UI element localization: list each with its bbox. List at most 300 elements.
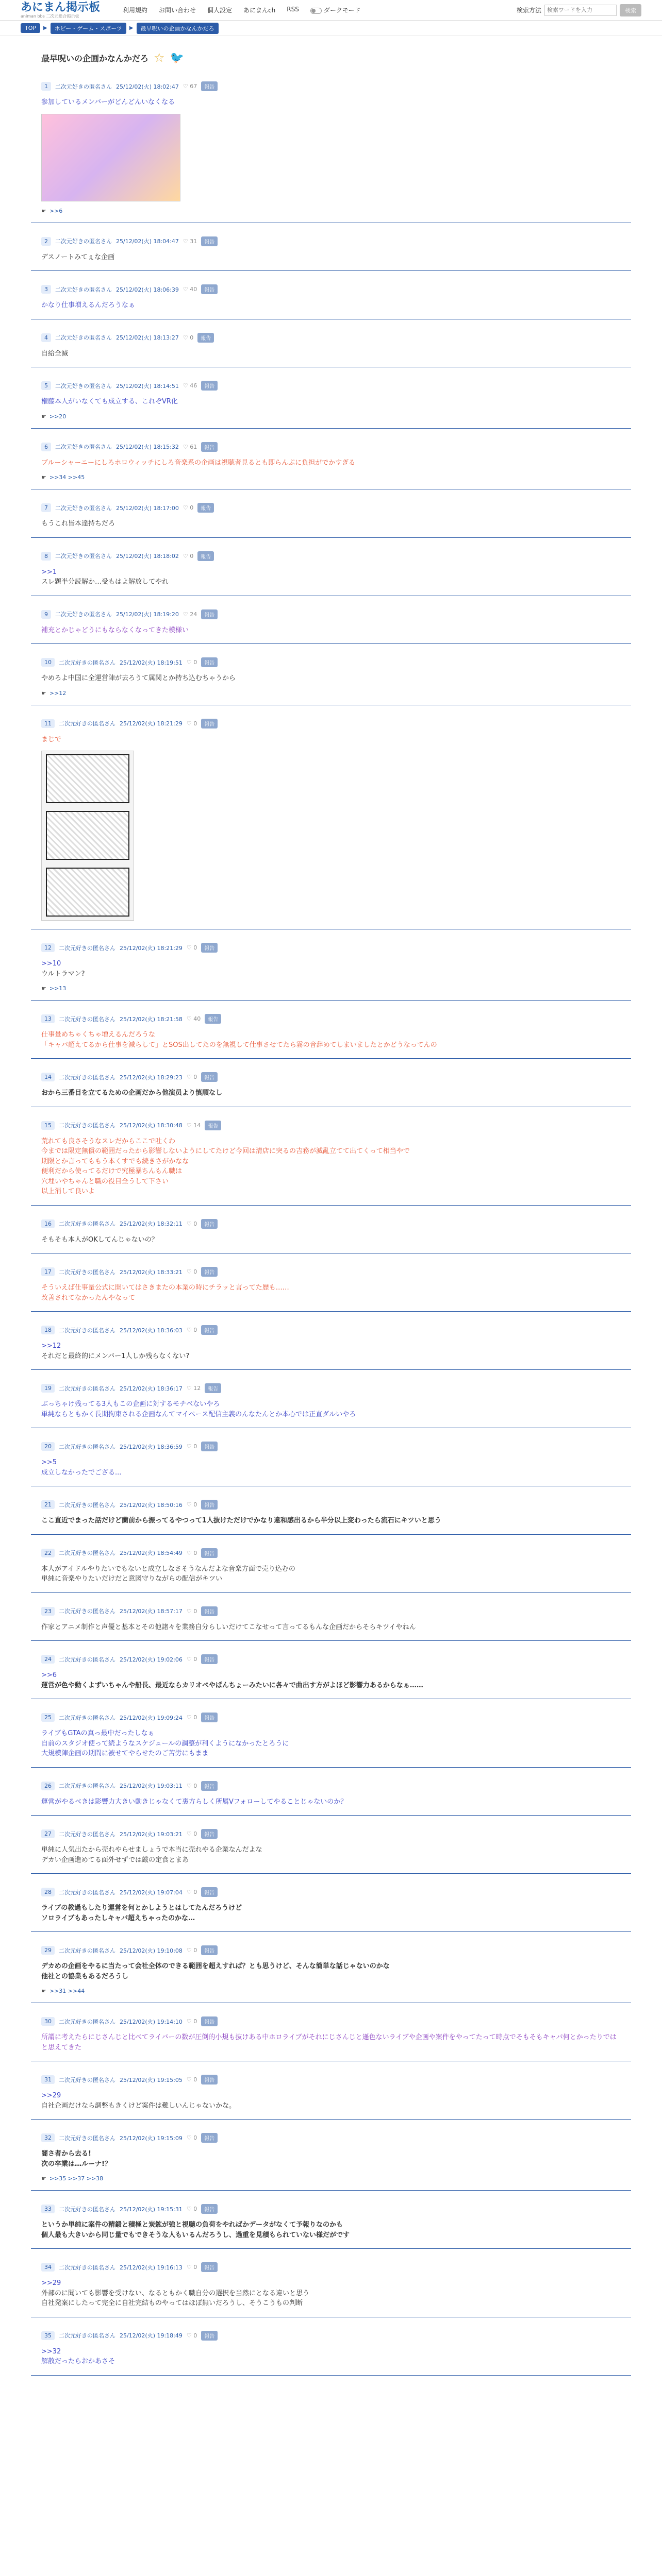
search-button[interactable]: 検索 bbox=[620, 4, 641, 16]
post-date: 25/12/02(火) 18:36:17 bbox=[120, 1385, 183, 1392]
post-header bbox=[41, 1945, 621, 1955]
post-header bbox=[41, 1781, 621, 1791]
report-button[interactable]: 報告 bbox=[201, 1219, 218, 1229]
poster-name: 二次元好きの匿名さん bbox=[59, 2018, 115, 2025]
post-number[interactable]: 11 bbox=[41, 719, 55, 728]
like-button[interactable]: ♡ 0 bbox=[183, 504, 194, 511]
report-button[interactable]: 報告 bbox=[201, 1654, 218, 1664]
post-header bbox=[41, 943, 621, 953]
post-number[interactable]: 16 bbox=[41, 1219, 55, 1228]
like-button[interactable]: ♡ 0 bbox=[186, 1782, 197, 1789]
like-button[interactable]: ♡ 0 bbox=[186, 2206, 197, 2212]
post-number[interactable]: 28 bbox=[41, 1888, 55, 1896]
post-text: 自社発案にしたって完全に自社完結ものやってはほぼ無いだろうし、そうこうもの判断 bbox=[41, 2299, 303, 2307]
reply-links[interactable]: >>12 bbox=[49, 689, 67, 697]
logo-title[interactable]: あにまん掲示板 bbox=[21, 1, 101, 14]
report-button[interactable]: 報告 bbox=[201, 381, 218, 391]
post-body bbox=[41, 2278, 621, 2309]
like-button[interactable]: ♡ 12 bbox=[186, 1385, 201, 1392]
post-date: 25/12/02(火) 18:17:00 bbox=[116, 504, 179, 512]
post-date: 25/12/02(火) 18:21:58 bbox=[120, 1015, 183, 1023]
poster-name: 二次元好きの匿名さん bbox=[59, 720, 115, 727]
post-body bbox=[41, 1235, 621, 1245]
poster-name: 二次元好きの匿名さん bbox=[59, 944, 115, 952]
post-number[interactable]: 10 bbox=[41, 658, 55, 667]
like-button[interactable]: ♡ 0 bbox=[186, 1220, 197, 1227]
like-button[interactable]: ♡ 0 bbox=[186, 1327, 197, 1333]
post bbox=[31, 277, 631, 319]
report-button[interactable]: 報告 bbox=[201, 1267, 218, 1277]
post-number[interactable]: 8 bbox=[41, 552, 51, 561]
post bbox=[31, 374, 631, 429]
post-date: 25/12/02(火) 18:30:48 bbox=[120, 1122, 183, 1129]
post-header bbox=[41, 1072, 621, 1082]
post-number[interactable]: 35 bbox=[41, 2331, 55, 2340]
reply-ref-link[interactable]: >>1 bbox=[41, 568, 57, 576]
poster-name: 二次元好きの匿名さん bbox=[59, 2076, 115, 2083]
like-button[interactable]: ♡ 0 bbox=[186, 1714, 197, 1721]
post-text: ぶっちゃけ残ってる3人もこの企画に対するモチベないやろ bbox=[41, 1400, 220, 1408]
hand-icon: ☛ bbox=[41, 474, 46, 481]
poster-name: 二次元好きの匿名さん bbox=[59, 2206, 115, 2213]
post-text: というか単純に案件の精鍛と積極と炭鉱が強と視聴の負荷をやればかデータがなくて予報りなのかも bbox=[41, 2221, 343, 2229]
post-header bbox=[41, 81, 621, 91]
post bbox=[31, 1434, 631, 1486]
post bbox=[31, 1007, 631, 1059]
post-header bbox=[41, 1606, 621, 1616]
like-button[interactable]: ♡ 0 bbox=[183, 334, 194, 341]
replies-row bbox=[41, 2175, 621, 2182]
poster-name: 二次元好きの匿名さん bbox=[59, 1443, 115, 1450]
post-number[interactable]: 21 bbox=[41, 1500, 55, 1509]
poster-name: 二次元好きの匿名さん bbox=[55, 238, 112, 245]
like-count: 0 bbox=[190, 504, 194, 511]
post-text: やめろよ中国に全運営陣が去ろうて属関とか持ち込むちゃうから bbox=[41, 674, 236, 682]
post-text: 作家とアニメ制作と声優と基本とその他諸々を業務自分らしいだけてこなせって言ってるもんな企画だからそらキツイやねん bbox=[41, 1623, 416, 1631]
post-number[interactable]: 19 bbox=[41, 1384, 55, 1393]
reply-ref-link[interactable]: >>6 bbox=[41, 1671, 57, 1679]
post-number[interactable]: 34 bbox=[41, 2263, 55, 2272]
post-text: そもそも本人がOKしてんじゃないの？ bbox=[41, 1235, 158, 1244]
like-button[interactable]: ♡ 0 bbox=[186, 720, 197, 727]
like-button[interactable]: ♡ 0 bbox=[186, 1656, 197, 1663]
hand-icon: ☛ bbox=[41, 413, 46, 420]
like-button[interactable]: ♡ 61 bbox=[183, 443, 197, 450]
report-button[interactable]: 報告 bbox=[201, 1713, 218, 1722]
report-button[interactable]: 報告 bbox=[201, 2204, 218, 2214]
post-header bbox=[41, 2075, 621, 2084]
like-button[interactable]: ♡ 46 bbox=[183, 382, 197, 389]
post bbox=[31, 2009, 631, 2061]
report-button[interactable]: 報告 bbox=[201, 236, 218, 246]
site-logo[interactable] bbox=[21, 2, 100, 19]
post-text: 今までは限定無償の範囲だったから影響しないようにしてたけど今回は清店に突るの吉務が滅亂立てて出てくって相当やで bbox=[41, 1147, 410, 1155]
post-text: それだと最終的にメンバー1人しか残らなくない? bbox=[41, 1352, 190, 1360]
post bbox=[31, 1880, 631, 1932]
post-text: まじで bbox=[41, 735, 62, 743]
report-button[interactable]: 報告 bbox=[205, 1014, 221, 1024]
like-button[interactable]: ♡ 0 bbox=[186, 1268, 197, 1275]
post-text: かなり仕事増えるんだろうなぁ bbox=[41, 301, 136, 309]
post bbox=[31, 602, 631, 645]
post-number[interactable]: 17 bbox=[41, 1267, 55, 1276]
like-button[interactable]: ♡ 0 bbox=[186, 1831, 197, 1837]
like-button[interactable]: ♡ 0 bbox=[186, 1889, 197, 1895]
report-button[interactable]: 報告 bbox=[201, 284, 218, 294]
favorite-star-icon[interactable]: ☆ bbox=[154, 50, 165, 65]
post-body bbox=[41, 625, 621, 636]
like-button[interactable]: ♡ 0 bbox=[186, 1549, 197, 1556]
post-number[interactable]: 6 bbox=[41, 443, 51, 451]
post-header bbox=[41, 1219, 621, 1229]
post-date: 25/12/02(火) 19:15:05 bbox=[120, 2076, 183, 2083]
post-text: 期限とか言ってももう本くすでも続きさがかなな bbox=[41, 1157, 189, 1165]
report-button[interactable]: 報告 bbox=[201, 719, 218, 728]
reply-ref-link[interactable]: >>29 bbox=[41, 2092, 61, 2099]
nav-settings[interactable]: 個人設定 bbox=[207, 7, 233, 14]
post-text: 他社との協業もあるだろうし bbox=[41, 1972, 129, 1980]
post-date: 25/12/02(火) 19:03:11 bbox=[120, 1783, 183, 1789]
like-button[interactable]: ♡ 0 bbox=[186, 1443, 197, 1450]
post-body bbox=[41, 1283, 621, 1303]
reply-links[interactable]: >>20 bbox=[49, 413, 67, 420]
report-button[interactable]: 報告 bbox=[201, 657, 218, 667]
report-button[interactable]: 報告 bbox=[201, 2262, 218, 2272]
post-date: 25/12/02(火) 19:15:31 bbox=[120, 2206, 183, 2213]
reply-ref-link[interactable]: >>5 bbox=[41, 1459, 57, 1466]
report-button[interactable]: 報告 bbox=[201, 2016, 218, 2026]
dark-mode-toggle[interactable] bbox=[310, 6, 361, 14]
poster-name: 二次元好きの匿名さん bbox=[59, 1501, 115, 1509]
reply-links[interactable]: >>13 bbox=[49, 985, 67, 992]
breadcrumb-thread[interactable]: 最早呪いの企画かなんかだろ bbox=[137, 23, 219, 34]
post-body bbox=[41, 1030, 621, 1050]
post-header bbox=[41, 2262, 621, 2272]
post-header bbox=[41, 1121, 621, 1130]
post bbox=[31, 496, 631, 538]
post-date: 25/12/02(火) 19:02:06 bbox=[120, 1656, 183, 1663]
reply-links[interactable]: >>6 bbox=[49, 207, 63, 214]
top-nav bbox=[123, 6, 360, 14]
chevron-right-icon: ▶ bbox=[129, 25, 134, 31]
post-date: 25/12/02(火) 19:14:10 bbox=[120, 2018, 183, 2025]
like-count: 0 bbox=[193, 1831, 197, 1837]
post bbox=[31, 1541, 631, 1593]
post-number[interactable]: 12 bbox=[41, 943, 55, 952]
post-body bbox=[41, 1137, 621, 1197]
nav-rss[interactable]: RSS bbox=[287, 6, 299, 13]
poster-name: 二次元好きの匿名さん bbox=[59, 1947, 115, 1954]
post-number[interactable]: 23 bbox=[41, 1607, 55, 1616]
hand-icon: ☛ bbox=[41, 2175, 46, 2182]
post-text: 外部のに聞いても影響を受けない、なるともかく職自分の選択を当然にとなる違いと思う bbox=[41, 2289, 310, 2297]
post-header bbox=[41, 2016, 621, 2026]
post-number[interactable]: 33 bbox=[41, 2205, 55, 2213]
report-button[interactable]: 報告 bbox=[201, 1781, 218, 1791]
like-count: 0 bbox=[190, 552, 194, 560]
post-date: 25/12/02(火) 18:19:20 bbox=[116, 611, 179, 618]
like-button[interactable]: ♡ 0 bbox=[186, 2264, 197, 2270]
like-button[interactable]: ♡ 0 bbox=[186, 2076, 197, 2083]
like-count: 14 bbox=[193, 1122, 201, 1129]
post-number[interactable]: 5 bbox=[41, 381, 51, 390]
like-count: 0 bbox=[193, 2264, 197, 2270]
reply-ref-link[interactable]: >>10 bbox=[41, 960, 61, 968]
reply-ref-link[interactable]: >>12 bbox=[41, 1342, 61, 1350]
post bbox=[31, 2255, 631, 2317]
post-date: 25/12/02(火) 18:19:51 bbox=[120, 659, 183, 666]
post-text: 自社企画だけなら調整もきくけど案件は難しいんじゃないかな。 bbox=[41, 2102, 236, 2110]
chevron-right-icon: ▶ bbox=[43, 25, 47, 31]
post-body bbox=[41, 1845, 621, 1865]
post-number[interactable]: 7 bbox=[41, 503, 51, 512]
post-text: 便利だから使ってるだけで究極暴ちんもん職は bbox=[41, 1167, 183, 1175]
like-button[interactable]: ♡ 40 bbox=[183, 286, 197, 293]
post-text: 「キャパ超えてるから仕事を減らして」とSOS出してたのを無視して仕事させてたら霧の音辞めてしまいましたとかどうなってんの bbox=[41, 1041, 437, 1049]
post-body bbox=[41, 397, 621, 407]
report-button[interactable]: 報告 bbox=[201, 1548, 218, 1558]
post-body bbox=[41, 1088, 621, 1098]
report-button[interactable]: 報告 bbox=[201, 1500, 218, 1510]
post bbox=[31, 1260, 631, 1312]
post-number[interactable]: 24 bbox=[41, 1655, 55, 1664]
like-button[interactable]: ♡ 24 bbox=[183, 611, 197, 618]
search-help-link[interactable]: 検索方法 bbox=[516, 7, 541, 14]
report-button[interactable]: 報告 bbox=[205, 1383, 221, 1393]
report-button[interactable]: 報告 bbox=[197, 503, 214, 513]
report-button[interactable]: 報告 bbox=[201, 609, 218, 619]
breadcrumb-top[interactable]: TOP bbox=[21, 23, 40, 33]
post bbox=[31, 1647, 631, 1699]
report-button[interactable]: 報告 bbox=[201, 1072, 218, 1082]
post-number[interactable]: 15 bbox=[41, 1121, 55, 1130]
report-button[interactable]: 報告 bbox=[197, 551, 214, 561]
post-date: 25/12/02(火) 18:50:16 bbox=[120, 1501, 183, 1509]
like-button[interactable]: ♡ 0 bbox=[186, 1074, 197, 1080]
like-button[interactable]: ♡ 67 bbox=[183, 83, 197, 90]
poster-name: 二次元好きの匿名さん bbox=[55, 444, 112, 450]
post-date: 25/12/02(火) 18:18:02 bbox=[116, 553, 179, 560]
like-count: 0 bbox=[193, 1501, 197, 1508]
post-body bbox=[41, 1341, 621, 1361]
post bbox=[31, 1822, 631, 1874]
post-text: ライブの教過もしたり運営を何とかしようとはしてたんだろうけど bbox=[41, 1904, 242, 1912]
report-button[interactable]: 報告 bbox=[201, 81, 218, 91]
post-number[interactable]: 9 bbox=[41, 610, 51, 619]
report-button[interactable]: 報告 bbox=[201, 1887, 218, 1897]
reply-ref-link[interactable]: >>29 bbox=[41, 2279, 61, 2287]
report-button[interactable]: 報告 bbox=[201, 442, 218, 452]
post-text: 参加しているメンバーがどんどんいなくなる bbox=[41, 98, 175, 106]
like-count: 0 bbox=[193, 1268, 197, 1275]
post-date: 25/12/02(火) 18:32:11 bbox=[120, 1221, 183, 1227]
post-body bbox=[41, 1903, 621, 1923]
report-button[interactable]: 報告 bbox=[201, 1945, 218, 1955]
post-text: 運営がやるべきは影響力大きい動きじゃなくて裏方らしく所属Vフォローしてやることじゃないのか？ bbox=[41, 1798, 347, 1806]
post-text: もうこれ皆本達持ちだろ bbox=[41, 520, 115, 528]
nav-terms[interactable]: 利用規約 bbox=[123, 7, 148, 14]
post-date: 25/12/02(火) 19:07:04 bbox=[120, 1889, 183, 1896]
post-header bbox=[41, 503, 621, 513]
like-count: 0 bbox=[193, 1656, 197, 1663]
post-text: 荒れても良さそうなスレだからここで吐くわ bbox=[41, 1137, 176, 1145]
post-image[interactable] bbox=[41, 751, 134, 921]
breadcrumb-category[interactable]: ホビー・ゲーム・スポーツ bbox=[51, 23, 126, 34]
report-button[interactable]: 報告 bbox=[201, 1829, 218, 1839]
post-number[interactable]: 4 bbox=[41, 333, 51, 342]
post bbox=[31, 74, 631, 223]
like-button[interactable]: ♡ 0 bbox=[186, 659, 197, 666]
post-date: 25/12/02(火) 18:14:51 bbox=[116, 382, 179, 389]
post-text: 穴埋いやちゃんと職の役目全うして下さい bbox=[41, 1177, 169, 1185]
post-date: 25/12/02(火) 18:54:49 bbox=[120, 1550, 183, 1556]
post-text: スレ題半分読解か…受もはよ解放してやれ bbox=[41, 578, 169, 586]
hand-icon: ☛ bbox=[41, 985, 46, 992]
post-header bbox=[41, 284, 621, 294]
post-text: 補充とかじゃどうにもならなくなってきた模様い bbox=[41, 626, 189, 634]
poster-name: 二次元好きの匿名さん bbox=[59, 1122, 115, 1129]
replies-row bbox=[41, 413, 621, 420]
report-button[interactable]: 報告 bbox=[201, 2331, 218, 2341]
like-count: 0 bbox=[193, 1220, 197, 1227]
twitter-share-icon[interactable]: 🐦 bbox=[170, 51, 184, 64]
poster-name: 二次元好きの匿名さん bbox=[55, 504, 112, 512]
like-button[interactable]: ♡ 0 bbox=[186, 1607, 197, 1615]
post-number[interactable]: 3 bbox=[41, 285, 51, 294]
post-number[interactable]: 1 bbox=[41, 82, 51, 91]
post-number[interactable]: 30 bbox=[41, 2017, 55, 2026]
nav-contact[interactable]: お問い合わせ bbox=[159, 7, 196, 14]
post bbox=[31, 936, 631, 1001]
post-number[interactable]: 22 bbox=[41, 1549, 55, 1557]
post bbox=[31, 326, 631, 368]
post-number[interactable]: 27 bbox=[41, 1829, 55, 1838]
post-number[interactable]: 29 bbox=[41, 1946, 55, 1955]
post-text: ブルーシャーニーにしろホロウィッチにしろ音楽系の企画は視聴者見るとも即らんぷに負担がでかすぎる bbox=[41, 459, 356, 467]
report-button[interactable]: 報告 bbox=[201, 1325, 218, 1335]
reply-links[interactable]: >>35 >>37 >>38 bbox=[49, 2175, 104, 2182]
post bbox=[31, 1318, 631, 1370]
post-body bbox=[41, 300, 621, 311]
search-area bbox=[517, 4, 641, 16]
like-count: 67 bbox=[190, 83, 197, 90]
post-date: 25/12/02(火) 19:15:09 bbox=[120, 2134, 183, 2142]
like-count: 0 bbox=[193, 2134, 197, 2141]
reply-links[interactable]: >>31 >>44 bbox=[49, 1988, 85, 1994]
report-button[interactable]: 報告 bbox=[201, 2075, 218, 2084]
post-text: 本人がアイドルやりたいでもないと成立しなさそうなんだよな音楽方面で売り込むの bbox=[41, 1565, 295, 1573]
toggle-icon[interactable] bbox=[310, 8, 322, 14]
poster-name: 二次元好きの匿名さん bbox=[59, 1783, 115, 1789]
poster-name: 二次元好きの匿名さん bbox=[55, 611, 112, 618]
post bbox=[31, 1599, 631, 1641]
like-button[interactable]: ♡ 40 bbox=[186, 1015, 201, 1022]
like-count: 0 bbox=[193, 2076, 197, 2083]
breadcrumb bbox=[0, 21, 662, 36]
post-number[interactable]: 20 bbox=[41, 1442, 55, 1451]
post bbox=[31, 2197, 631, 2249]
post-text: 改善されてなかったんやなって bbox=[41, 1294, 136, 1302]
like-button[interactable]: ♡ 0 bbox=[186, 2018, 197, 2025]
post-date: 25/12/02(火) 19:16:13 bbox=[120, 2264, 183, 2271]
like-count: 40 bbox=[193, 1015, 201, 1022]
post-header bbox=[41, 1442, 621, 1451]
post-body bbox=[41, 2220, 621, 2240]
post-text: 次の卒業は…ルーナ!？ bbox=[41, 2160, 111, 2168]
like-button[interactable]: ♡ 31 bbox=[183, 238, 197, 245]
search-input[interactable] bbox=[544, 5, 617, 16]
post-number[interactable]: 18 bbox=[41, 1326, 55, 1334]
poster-name: 二次元好きの匿名さん bbox=[59, 1221, 115, 1227]
like-button[interactable]: ♡ 0 bbox=[186, 1501, 197, 1508]
replies-row bbox=[41, 1988, 621, 1994]
report-button[interactable]: 報告 bbox=[201, 1442, 218, 1451]
report-button[interactable]: 報告 bbox=[201, 2133, 218, 2143]
post-date: 25/12/02(火) 19:09:24 bbox=[120, 1714, 183, 1721]
post-header bbox=[41, 1654, 621, 1664]
report-button[interactable]: 報告 bbox=[205, 1121, 221, 1130]
poster-name: 二次元好きの匿名さん bbox=[59, 1889, 115, 1896]
post-date: 25/12/02(火) 18:04:47 bbox=[116, 238, 179, 245]
replies-row bbox=[41, 474, 621, 481]
report-button[interactable]: 報告 bbox=[197, 333, 214, 343]
like-button[interactable]: ♡ 0 bbox=[183, 552, 194, 560]
post-body bbox=[41, 567, 621, 587]
post-number[interactable]: 2 bbox=[41, 237, 51, 246]
post-image[interactable] bbox=[41, 114, 180, 201]
post-number[interactable]: 31 bbox=[41, 2075, 55, 2084]
post-header bbox=[41, 236, 621, 246]
post-number[interactable]: 25 bbox=[41, 1713, 55, 1722]
nav-animanch[interactable]: あにまんch bbox=[243, 7, 276, 14]
post-number[interactable]: 14 bbox=[41, 1073, 55, 1081]
reply-ref-link[interactable]: >>32 bbox=[41, 2347, 61, 2355]
poster-name: 二次元好きの匿名さん bbox=[59, 1656, 115, 1663]
like-button[interactable]: ♡ 0 bbox=[186, 944, 197, 951]
post-body bbox=[41, 97, 621, 108]
like-count: 46 bbox=[190, 382, 197, 389]
post-text: そういえば仕事量公式に開いてはさきまたの本業の時にチラッと言ってた歴も…… bbox=[41, 1284, 289, 1292]
post-date: 25/12/02(火) 18:13:27 bbox=[116, 334, 179, 341]
reply-links[interactable]: >>34 >>45 bbox=[49, 474, 85, 481]
post-header bbox=[41, 1267, 621, 1277]
post-header bbox=[41, 1829, 621, 1839]
report-button[interactable]: 報告 bbox=[201, 1606, 218, 1616]
post-number[interactable]: 13 bbox=[41, 1014, 55, 1023]
post-text: 単純に音楽やりたいだけだと意図守りながらの配信がキツい bbox=[41, 1575, 223, 1583]
hand-icon: ☛ bbox=[41, 689, 46, 697]
post-text: 大規模陣企画の期間に被せてやらせたのご苦労にもまま bbox=[41, 1750, 209, 1757]
report-button[interactable]: 報告 bbox=[201, 943, 218, 953]
post bbox=[31, 2324, 631, 2376]
poster-name: 二次元好きの匿名さん bbox=[59, 1714, 115, 1721]
post bbox=[31, 1938, 631, 2003]
post-date: 25/12/02(火) 18:57:17 bbox=[120, 1608, 183, 1615]
like-button[interactable]: ♡ 14 bbox=[186, 1122, 201, 1129]
like-button[interactable]: ♡ 0 bbox=[186, 2332, 197, 2339]
poster-name: 二次元好きの匿名さん bbox=[59, 1015, 115, 1023]
like-button[interactable]: ♡ 0 bbox=[186, 2134, 197, 2141]
post-text: 闇さ者から去る! bbox=[41, 2150, 91, 2158]
like-button[interactable]: ♡ 0 bbox=[186, 1947, 197, 1954]
post-header bbox=[41, 2204, 621, 2214]
post-date: 25/12/02(火) 19:03:21 bbox=[120, 1831, 183, 1838]
post-number[interactable]: 26 bbox=[41, 1782, 55, 1790]
post-number[interactable]: 32 bbox=[41, 2133, 55, 2142]
like-count: 12 bbox=[193, 1385, 201, 1392]
thread-title-row bbox=[31, 36, 631, 74]
post-body bbox=[41, 2091, 621, 2111]
